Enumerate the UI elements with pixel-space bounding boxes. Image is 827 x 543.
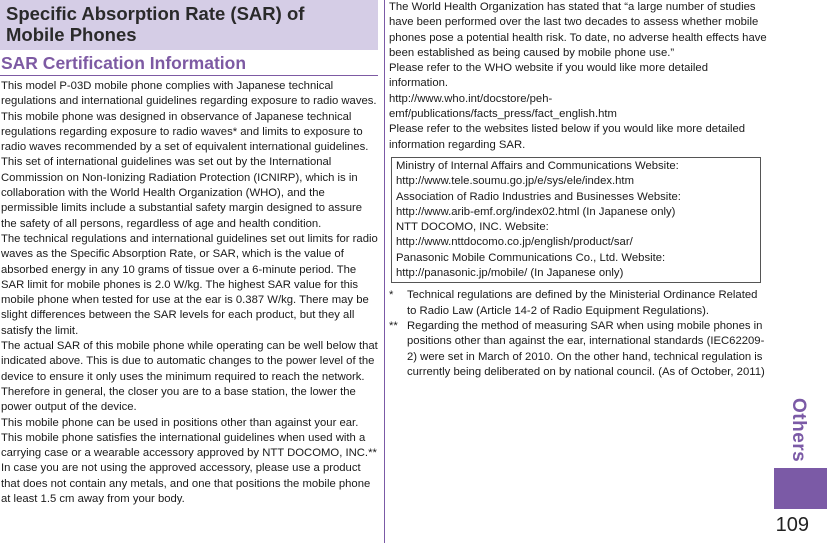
footnote-mark: ** <box>389 319 398 332</box>
footnote-text: Regarding the method of measuring SAR when using mobile phones in positions other than against the ear, international standards (IEC62209-2) were set in March of 2010. On the other hand, technical regulation is currently being deliberated on by national council. (As of October, 2011) <box>407 319 765 378</box>
section-tab <box>774 468 827 509</box>
website-url: http://www.tele.soumu.go.jp/e/sys/ele/index.htm <box>396 175 634 188</box>
footnote-text: Technical regulations are defined by the Ministerial Ordinance Related to Radio Law (Article 14-2 of Radio Equipment Regulations). <box>407 289 758 317</box>
website-name: Panasonic Mobile Communications Co., Ltd. Website: <box>396 251 666 264</box>
paragraph: This mobile phone was designed in observance of Japanese technical regulations regarding exposure to radio waves* and limits to exposure to radio waves recommended by a set of equivalent international guidelines. This set of international guidelines was set out by the International Commission on Non-Ionizing Radiation Protection (ICNIRP), which is in collaboration with the World Health Organization (WHO), and the permissible limits include a substantial safety margin designed to assure the safety of all persons, regardless of age and health condition. <box>1 110 369 230</box>
paragraph: The technical regulations and international guidelines set out limits for radio waves as the Specific Absorption Rate, or SAR, which is the value of absorbed energy in any 10 grams of tissue over a 6-minute period. The SAR limit for mobile phones is 2.0 W/kg. The highest SAR value for this mobile phone when tested for use at the ear is 0.387 W/kg. There may be slight differences between the SAR levels for each product, but they all satisfy the limit. <box>1 232 378 337</box>
paragraph: Please refer to the websites listed below if you would like more detailed information regarding SAR. <box>389 123 746 151</box>
column-divider <box>384 0 385 543</box>
page-number: 109 <box>775 514 809 536</box>
website-name: Association of Radio Industries and Businesses Website: <box>396 190 681 203</box>
website-url: http://www.arib-emf.org/index02.html (In Japanese only) <box>396 205 676 218</box>
website-url: http://www.nttdocomo.co.jp/english/product/sar/ <box>396 236 633 249</box>
paragraph: Please refer to the WHO website if you would like more detailed information. <box>389 62 708 90</box>
left-column <box>0 0 378 507</box>
footnote <box>389 288 769 319</box>
paragraph: This model P-03D mobile phone complies with Japanese technical regulations and international guidelines regarding exposure to radio waves. <box>1 80 377 108</box>
footnote <box>389 319 769 380</box>
website-url: http://panasonic.jp/mobile/ (In Japanese only) <box>396 267 624 280</box>
who-url: http://www.who.int/docstore/peh-emf/publications/facts_press/fact_english.htm <box>389 92 617 121</box>
website-name: Ministry of Internal Affairs and Communications Website: <box>396 159 679 172</box>
footnote-mark: * <box>389 289 394 302</box>
paragraph: This mobile phone can be used in positions other than against your ear. This mobile phone satisfies the international guidelines when used with a carrying case or a wearable accessory approved by NTT DOCOMO, INC.** In case you are not using the approved accessory, please use a product that does not contain any metals, and one that positions the mobile phone at least 1.5 cm away from your body. <box>1 416 377 506</box>
section-side-label: Others <box>788 398 809 463</box>
title-line-1: Specific Absorption Rate (SAR) of <box>6 3 305 24</box>
right-column <box>389 0 769 380</box>
website-name: NTT DOCOMO, INC. Website: <box>396 221 549 234</box>
website-list-box <box>391 157 761 283</box>
footnotes <box>389 288 769 380</box>
section-heading: SAR Certification Information <box>0 50 378 76</box>
paragraph: The actual SAR of this mobile phone while operating can be well below that indicated above. This is due to automatic changes to the power level of the device to ensure it only uses the minimum required to reach the network. Therefore in general, the closer you are to a base station, the lower the power output of the device. <box>1 340 378 414</box>
paragraph: The World Health Organization has stated that “a large number of studies have been performed over the last two decades to assess whether mobile phones pose a potential health risk. To date, no adverse health effects have been established as being caused by mobile phone use.” <box>389 1 767 59</box>
title-line-2: Mobile Phones <box>6 24 137 45</box>
page-title <box>0 0 378 50</box>
